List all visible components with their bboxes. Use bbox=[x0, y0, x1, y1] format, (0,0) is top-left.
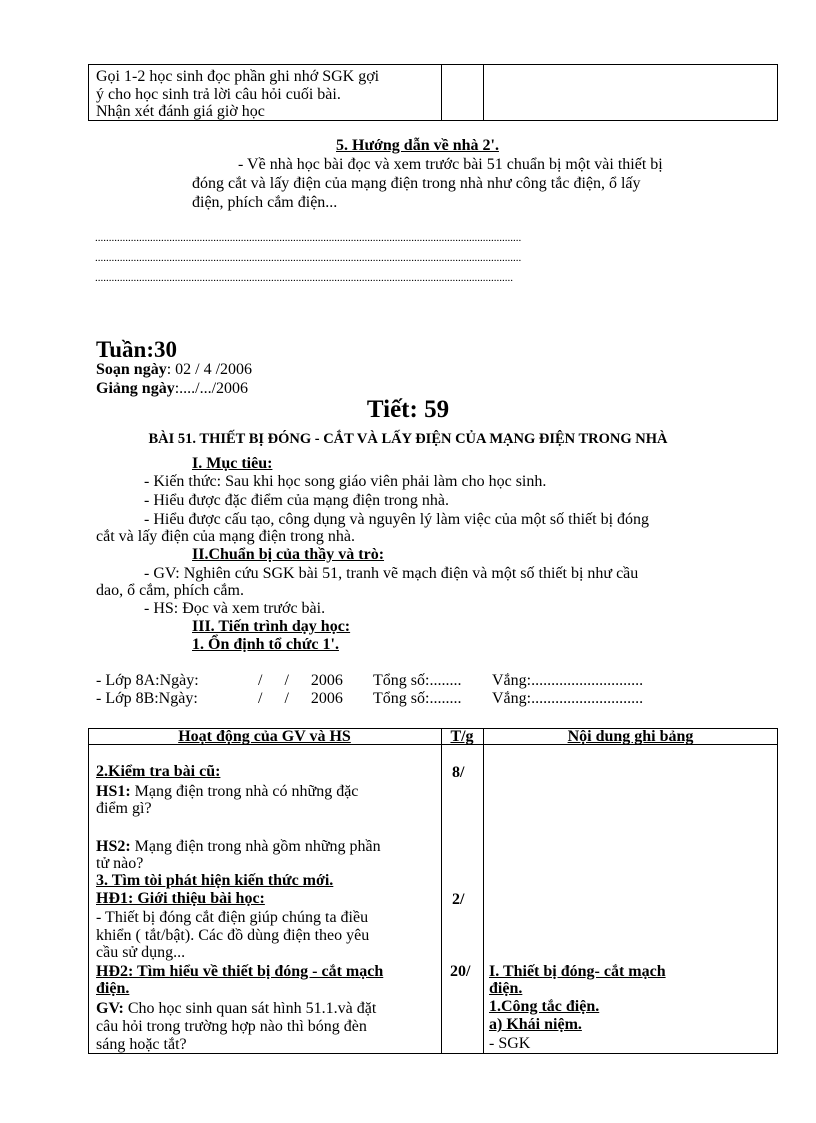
time-value: 2/ bbox=[452, 891, 465, 908]
objective-line: cắt và lấy điện của mạng điện trong nhà. bbox=[96, 528, 356, 545]
content-text: - SGK bbox=[489, 1035, 531, 1052]
objective-line: - Hiểu được cấu tạo, công dụng và nguyên lý làm việc của một số thiết bị đóng bbox=[144, 511, 650, 528]
content-section-cont: điện. bbox=[489, 980, 523, 997]
hd1-line: cầu sử dụng... bbox=[96, 944, 186, 961]
hs2-text: Mạng điện trong nhà gồm những phần bbox=[130, 838, 381, 855]
question-hs2 bbox=[96, 839, 381, 855]
hd1-heading: HĐ1: Giới thiệu bài học: bbox=[96, 890, 265, 907]
homework-line: đóng cắt và lấy điện của mạng điện trong nhà như công tắc điện, ổ lấy bbox=[192, 175, 641, 192]
homework-line: - Về nhà học bài đọc và xem trước bài 51 chuẩn bị một vài thiết bị bbox=[238, 156, 663, 173]
dotted-line: ........................................................................................................................................................... bbox=[95, 252, 522, 264]
content-section: I. Thiết bị đóng- cắt mạch bbox=[489, 963, 666, 980]
column-header-time: T/g bbox=[450, 728, 474, 745]
attendance-total: Tổng số:........ bbox=[373, 690, 462, 707]
hs1-text: Mạng điện trong nhà có những đặc bbox=[130, 783, 359, 800]
hd1-line: khiển ( tắt/bật). Các đồ dùng điện theo yêu bbox=[96, 927, 370, 944]
discover-heading: 3. Tìm tòi phát hiện kiến thức mới. bbox=[96, 872, 334, 889]
objective-line: - Kiến thức: Sau khi học song giáo viên phải làm cho học sinh. bbox=[144, 473, 547, 490]
hs1-text-cont: điểm gì? bbox=[96, 800, 152, 817]
question-hs1 bbox=[96, 784, 358, 800]
attendance-absent: Vắng:............................ bbox=[492, 672, 644, 689]
week-label: Tuần:30 bbox=[96, 337, 177, 362]
dotted-line: ........................................................................................................................................................... bbox=[95, 232, 522, 244]
period-title: Tiết: 59 bbox=[366, 396, 450, 423]
attendance-date: / / 2006 bbox=[258, 690, 343, 707]
gv-label: GV: bbox=[96, 1000, 124, 1017]
prep-date bbox=[96, 362, 252, 378]
hs1-label: HS1: bbox=[96, 783, 131, 800]
time-value: 8/ bbox=[452, 764, 465, 781]
teach-date-value: :..../.../2006 bbox=[174, 380, 249, 397]
gv-text: Cho học sinh quan sát hình 51.1.và đặt bbox=[123, 1000, 377, 1017]
dotted-line: ........................................................................................................................................................ bbox=[95, 272, 513, 284]
prep-date-label: Soạn ngày bbox=[96, 361, 167, 378]
table-cell-line: Gọi 1-2 học sinh đọc phần ghi nhớ SGK gợi bbox=[96, 68, 380, 85]
teach-date bbox=[96, 381, 248, 397]
column-header-activity: Hoạt động của GV và HS bbox=[178, 728, 351, 745]
gv-text-cont: câu hỏi trong trường hợp nào thì bóng đèn bbox=[96, 1018, 367, 1035]
table-divider bbox=[483, 729, 484, 1053]
attendance-date: / / 2006 bbox=[258, 672, 343, 689]
table-cell-line: Nhận xét đánh giá giờ học bbox=[96, 104, 265, 120]
table-divider bbox=[483, 65, 484, 120]
objective-line: - Hiểu được đặc điểm của mạng điện trong nhà. bbox=[144, 492, 450, 509]
content-subitem: a) Khái niệm. bbox=[489, 1016, 582, 1033]
homework-heading: 5. Hướng dẫn về nhà 2'. bbox=[336, 137, 499, 154]
lesson-title: BÀI 51. THIẾT BỊ ĐÓNG - CẮT VÀ LẤY ĐIỆN CỦA MẠNG ĐIỆN TRONG NHÀ bbox=[148, 431, 668, 447]
preparation-line: dao, ổ cắm, phích cắm. bbox=[96, 582, 244, 599]
hs2-text-cont: tử nào? bbox=[96, 855, 144, 872]
gv-text-cont: sáng hoặc tắt? bbox=[96, 1037, 187, 1053]
table-divider bbox=[441, 65, 442, 120]
prep-date-value: : 02 / 4 /2006 bbox=[166, 361, 253, 378]
preparation-heading: II.Chuẩn bị của thầy và trò: bbox=[192, 546, 385, 563]
preparation-line: - GV: Nghiên cứu SGK bài 51, tranh vẽ mạch điện và một số thiết bị như cầu bbox=[144, 565, 639, 582]
hs2-label: HS2: bbox=[96, 838, 131, 855]
time-value: 20/ bbox=[450, 963, 471, 980]
objectives-heading: I. Mục tiêu: bbox=[192, 455, 273, 472]
review-heading: 2.Kiểm tra bài cũ: bbox=[96, 763, 221, 780]
table-divider bbox=[441, 729, 442, 1053]
homework-line: điện, phích cắm điện... bbox=[192, 194, 338, 211]
table-cell-line: ý cho học sinh trả lời câu hỏi cuối bài. bbox=[96, 86, 341, 103]
attendance-total: Tổng số:........ bbox=[373, 672, 462, 689]
process-heading: III. Tiến trình dạy học: bbox=[192, 618, 351, 635]
attendance-class: - Lớp 8A:Ngày: bbox=[96, 672, 199, 689]
content-item: 1.Công tắc điện. bbox=[489, 998, 600, 1015]
process-subheading: 1. Ổn định tổ chức 1'. bbox=[192, 636, 339, 653]
attendance-absent: Vắng:............................ bbox=[492, 690, 644, 707]
teach-date-label: Giảng ngày bbox=[96, 380, 175, 397]
attendance-class: - Lớp 8B:Ngày: bbox=[96, 690, 198, 707]
column-header-content: Nội dung ghi bảng bbox=[567, 728, 694, 745]
preparation-line: - HS: Đọc và xem trước bài. bbox=[144, 600, 326, 617]
hd2-heading-cont: điện. bbox=[96, 980, 130, 997]
gv-question bbox=[96, 1001, 376, 1017]
hd2-heading: HĐ2: Tìm hiểu về thiết bị đóng - cắt mạch bbox=[96, 963, 384, 980]
hd1-line: - Thiết bị đóng cắt điện giúp chúng ta điều bbox=[96, 909, 369, 926]
